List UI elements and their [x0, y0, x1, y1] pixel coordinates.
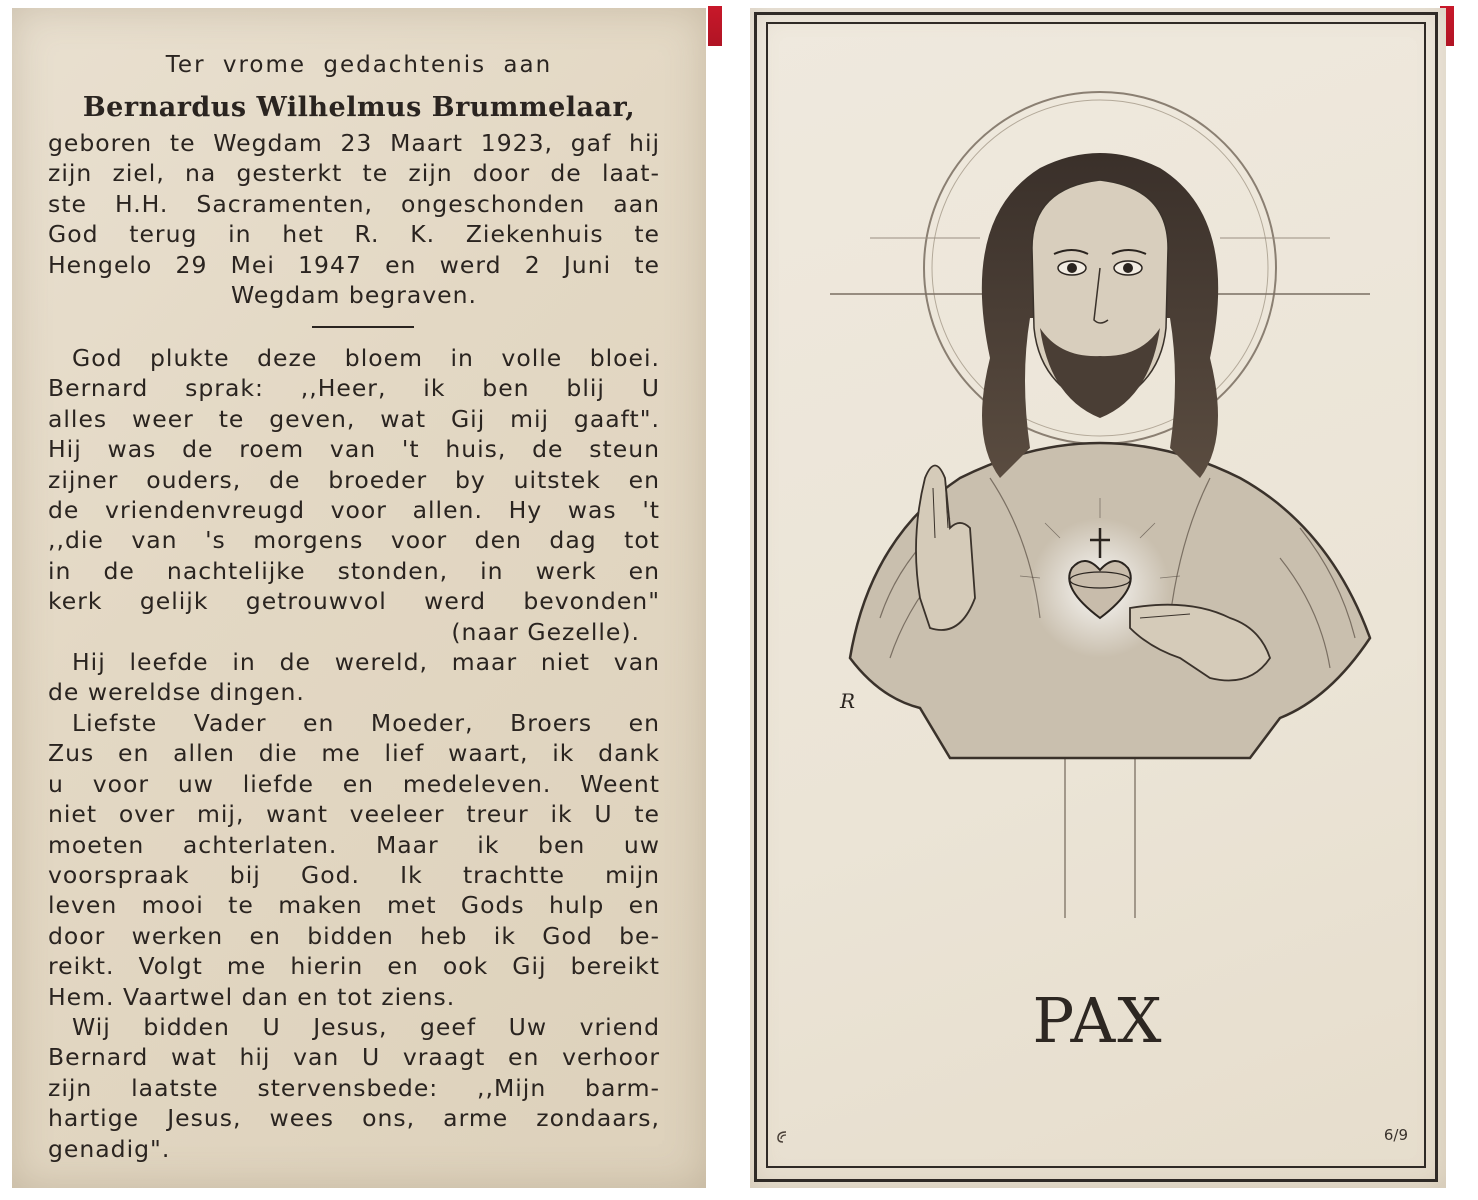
- sacred-heart-card: [750, 8, 1446, 1188]
- text-line: Wegdam begraven.: [231, 281, 477, 310]
- text-line: voorspraak bij God. Ik trachtte mijn: [48, 860, 660, 889]
- text-line: Hem. Vaartwel dan en tot ziens.: [48, 982, 456, 1011]
- text-line: reikt. Volgt me hierin en ook Gij bereikt: [48, 952, 660, 981]
- text-line: ste H.H. Sacramenten, ongeschonden aan: [48, 189, 660, 218]
- memorial-text-card: [12, 8, 706, 1188]
- text-line: zijn laatste stervensbede: ,,Mijn barm-: [48, 1073, 660, 1102]
- text-line: alles weer te geven, wat Gij mij gaaft".: [48, 404, 660, 433]
- text-line: moeten achterlaten. Maar ik ben uw: [48, 830, 660, 859]
- red-ribbon-edge: [708, 6, 722, 46]
- text-line: hartige Jesus, wees ons, arme zondaars,: [48, 1104, 660, 1133]
- card-heading: Ter vrome gedachtenis aan: [165, 52, 553, 78]
- text-line: Liefste Vader en Moeder, Broers en: [72, 708, 660, 737]
- text-line: in de nachtelijke stonden, in werk en: [48, 556, 660, 585]
- pax-title: PAX: [1032, 984, 1164, 1057]
- text-line: u voor uw liefde en medeleven. Weent: [48, 769, 660, 798]
- text-line: ,,die van 's morgens voor den dag tot: [48, 526, 660, 555]
- card-code: 6/9: [1383, 1126, 1408, 1144]
- sacred-heart-illustration: [810, 58, 1390, 958]
- text-line: zijn ziel, na gesterkt te zijn door de laat-: [48, 159, 660, 188]
- section-divider: [312, 326, 414, 328]
- deceased-name: Bernardus Wilhelmus Brummelaar,: [82, 92, 636, 123]
- text-line: (naar Gezelle).: [451, 617, 640, 646]
- text-line: de vriendenvreugd voor allen. Hy was 't: [48, 496, 660, 525]
- text-line: Hij leefde in de wereld, maar niet van: [72, 648, 660, 677]
- text-line: God terug in het R. K. Ziekenhuis te: [48, 220, 660, 249]
- body-paragraph: [48, 343, 660, 1164]
- text-line: zijner ouders, de broeder by uitstek en: [48, 465, 660, 494]
- text-line: geboren te Wegdam 23 Maart 1923, gaf hij: [48, 129, 660, 157]
- text-line: Bernard sprak: ,,Heer, ik ben blij U: [48, 374, 660, 403]
- artist-monogram: R: [840, 689, 856, 713]
- text-line: de wereldse dingen.: [48, 678, 305, 707]
- text-line: kerk gelijk getrouwvol werd bevonden": [48, 587, 660, 616]
- text-line: genadig".: [48, 1134, 171, 1163]
- text-line: Hengelo 29 Mei 1947 en werd 2 Juni te: [48, 250, 660, 279]
- text-line: God plukte deze bloem in volle bloei.: [72, 344, 660, 372]
- text-line: Hij was de roem van 't huis, de steun: [48, 435, 660, 464]
- text-line: Bernard wat hij van U vraagt en verhoor: [48, 1043, 660, 1072]
- printer-mark-icon: [774, 1128, 790, 1144]
- text-line: door werken en bidden heb ik God be-: [48, 921, 660, 950]
- text-line: leven mooi te maken met Gods hulp en: [48, 891, 660, 920]
- text-line: Zus en allen die me lief waart, ik dank: [48, 739, 660, 768]
- text-line: Wij bidden U Jesus, geef Uw vriend: [72, 1012, 660, 1041]
- intro-paragraph: [48, 128, 660, 310]
- text-line: niet over mij, want veeleer treur ik U te: [48, 800, 660, 829]
